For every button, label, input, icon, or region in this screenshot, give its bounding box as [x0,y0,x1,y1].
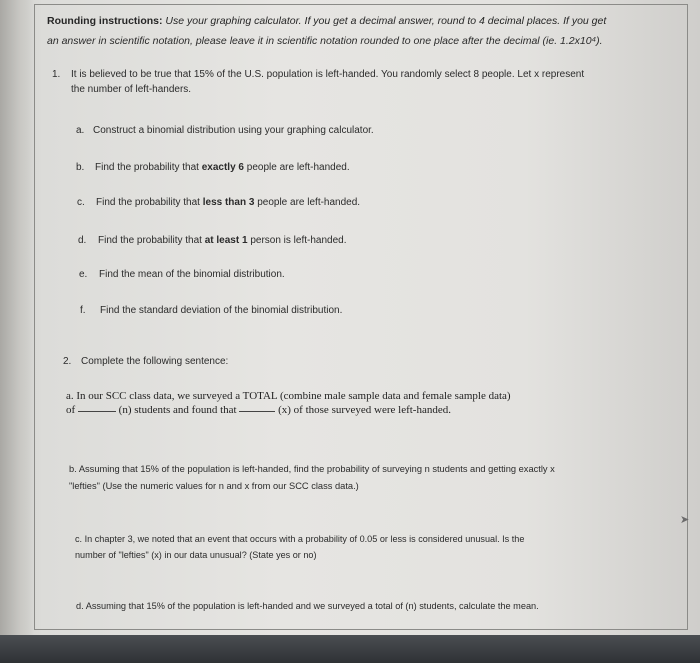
rounding-line-1: Use your graphing calculator. If you get a decimal answer, round to 4 decimal places. If you get [165,15,607,27]
dark-bottom-bar [0,635,700,663]
q1-b-text: Find the probability that exactly 6 people are left-handed. [95,162,350,173]
q2-d-line-1: d. Assuming that 15% of the population is left-handed and we surveyed a total of (n) students, calculate the mean. [76,601,539,611]
q2-c-line-1: c. In chapter 3, we noted that an event that occurs with a probability of 0.05 or less is considered unusual. Is the [75,534,525,544]
q2-a-of: of [66,404,76,416]
rounding-instructions [47,15,606,28]
x-blank[interactable] [239,410,275,412]
question-1-line-2: the number of left-handers. [71,84,192,95]
q2-b-line-1: b. Assuming that 15% of the population is left-handed, find the probability of surveying n students and getting exactly x [69,464,555,474]
q1-e-letter: e. [79,269,88,280]
q2-c-line-2: number of "lefties" (x) in our data unusual? (State yes or no) [75,550,317,560]
question-1-line-1: It is believed to be true that 15% of the U.S. population is left-handed. You randomly select 8 people. Let x represent [71,69,585,80]
arrow-icon: ➤ [680,514,690,526]
q1-f-letter: f. [80,305,86,316]
rounding-line-2: an answer in scientific notation, please leave it in scientific notation rounded to one place after the decimal (ie. 1.2x10⁴). [47,35,603,47]
n-blank[interactable] [78,410,116,412]
q1-d-text: Find the probability that at least 1 person is left-handed. [98,235,347,246]
q1-b-letter: b. [76,162,85,173]
q1-d-letter: d. [78,235,87,246]
q1-a-text: Construct a binomial distribution using your graphing calculator. [93,125,374,136]
rounding-label: Rounding instructions: [47,15,163,27]
q1-e-text: Find the mean of the binomial distribution. [99,269,285,280]
q2-a-line-2 [66,404,451,417]
page-shadow [0,0,34,635]
question-1-number: 1. [52,69,61,80]
q1-c-text: Find the probability that less than 3 people are left-handed. [96,197,361,208]
q2-a-line-1: a. In our SCC class data, we surveyed a TOTAL (combine male sample data and female sample data) [66,390,511,402]
q2-a-x-text: (x) of those surveyed were left-handed. [278,404,451,416]
q1-a-letter: a. [76,125,85,136]
q1-f-text: Find the standard deviation of the binomial distribution. [100,305,343,316]
question-2-number: 2. [63,356,72,367]
q2-b-line-2: "lefties" (Use the numeric values for n and x from our SCC class data.) [69,481,359,491]
q2-a-n-text: (n) students and found that [118,404,237,416]
question-2-prompt: Complete the following sentence: [81,356,229,367]
q1-c-letter: c. [77,197,85,208]
